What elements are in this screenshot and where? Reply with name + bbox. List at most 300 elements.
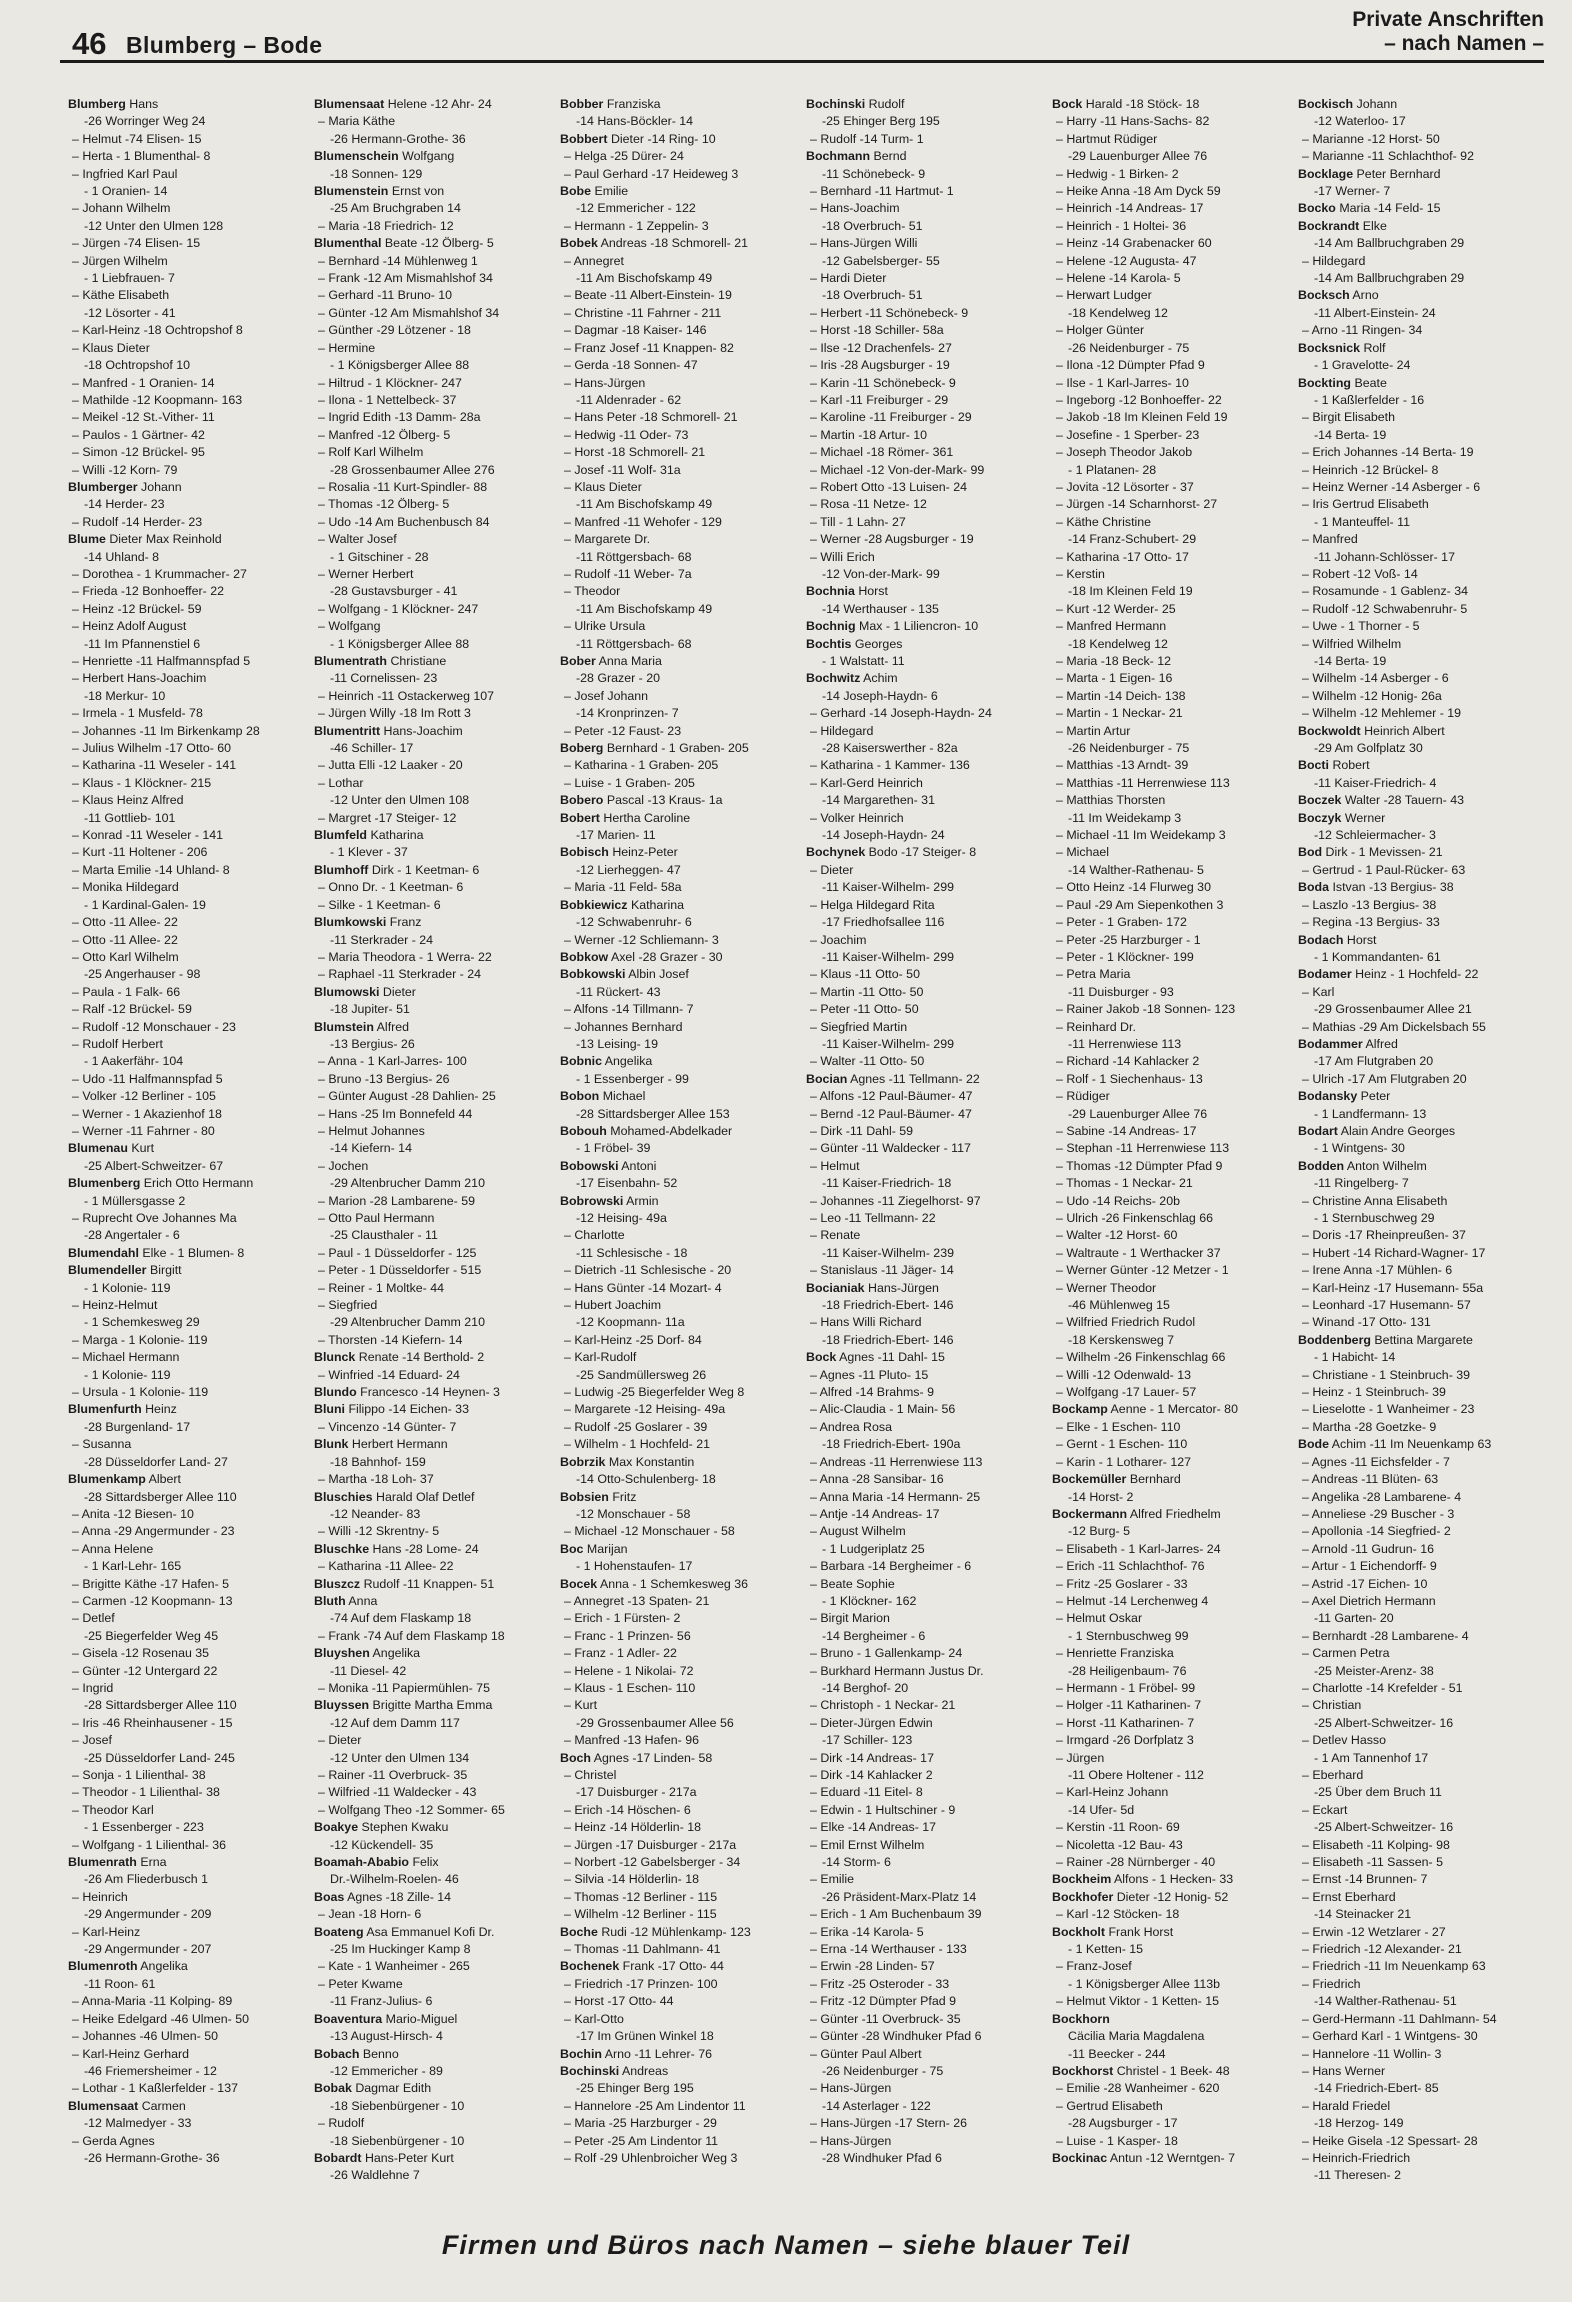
entry-line: – Elisabeth - 1 Karl-Jarres- 24 <box>1056 1541 1221 1556</box>
entry-line: – Laszlo -13 Bergius- 38 <box>1302 897 1437 912</box>
entry-line: -25 Sandmüllersweg 26 <box>576 1367 707 1382</box>
entry-line: – Johannes -46 Ulmen- 50 <box>72 2029 219 2044</box>
entry-line: – Herta - 1 Blumenthal- 8 <box>72 149 211 164</box>
entry-line: – Wilhelm -26 Finkenschlag 66 <box>1056 1350 1226 1365</box>
entry-line: – Helmut Johannes <box>318 1123 425 1138</box>
entry-line: – Heinz -12 Brückel- 59 <box>72 601 202 616</box>
entry-line: – Josefine - 1 Sperber- 23 <box>1056 427 1200 442</box>
entry-line: – Peter - 1 Graben- 172 <box>1056 915 1187 930</box>
entry-detail: Angelika <box>372 1646 421 1661</box>
entry-line: -14 Berta- 19 <box>1314 427 1387 442</box>
entry-line: – Ilona - 1 Nettelbeck- 37 <box>318 392 457 407</box>
entry-detail: Brigitte Martha Emma <box>372 1698 493 1713</box>
entry-line: – Wolfgang <box>318 619 381 634</box>
entry-line: – Dieter <box>318 1733 362 1748</box>
entry-line <box>560 235 800 252</box>
surname: Bock <box>1052 97 1083 111</box>
entry-line: – Karl-Heinz -18 Ochtropshof 8 <box>72 323 243 338</box>
entry-line: - 1 Klever - 37 <box>330 845 408 860</box>
surname: Boddenberg <box>1298 1332 1371 1347</box>
entry-line: – Günther -29 Lötzener - 18 <box>318 323 471 338</box>
entry-line: -14 Herder- 23 <box>84 497 165 512</box>
entry-line: – Dietrich -11 Schlesische - 20 <box>564 1263 732 1278</box>
entry-line: -13 Leising- 19 <box>576 1036 658 1051</box>
surname: Bluschies <box>314 1489 373 1504</box>
entry-line: – Heike Anna -18 Am Dyck 59 <box>1056 184 1221 199</box>
entry-line: – Petra Maria <box>1056 967 1131 982</box>
entry-line <box>314 1889 554 1906</box>
entry-line: – Rainer -28 Nürnberger - 40 <box>1056 1855 1216 1870</box>
entry-detail: Angelika <box>604 1054 653 1069</box>
entry-line <box>1298 879 1538 896</box>
entry-line: – Anna -29 Angermunder - 23 <box>72 1524 235 1539</box>
entry-line: – Henriette Franziska <box>1056 1646 1174 1661</box>
entry-line: – Monika -11 Papiermühlen- 75 <box>318 1680 490 1695</box>
entry-line: – Rainer Jakob -18 Sonnen- 123 <box>1056 1002 1236 1017</box>
entry-line: - 1 Kommandanten- 61 <box>1314 949 1441 964</box>
entry-line: – Erich -11 Schlachthof- 76 <box>1056 1559 1205 1574</box>
entry-line: – Kerstin -11 Roon- 69 <box>1056 1820 1180 1835</box>
entry-line: -12 Burg- 5 <box>1068 1524 1130 1539</box>
entry-line: – Alfons -14 Tillmann- 7 <box>564 1002 694 1017</box>
entry-line: – Agnes -11 Eichsfelder - 7 <box>1302 1454 1450 1469</box>
entry-line: – Sonja - 1 Lilienthal- 38 <box>72 1768 206 1782</box>
entry-line: – Ruprecht Ove Johannes Ma <box>72 1211 237 1225</box>
entry-line: - 1 Kolonie- 119 <box>84 1280 171 1295</box>
entry-line: – Winand -17 Otto- 131 <box>1302 1315 1431 1330</box>
entry-line: -11 Duisburger - 93 <box>1068 984 1174 999</box>
entry-line: - 1 Kaßlerfelder - 16 <box>1314 392 1425 407</box>
surname: Blumensaat <box>314 97 385 111</box>
entry-line: -17 Am Flutgraben 20 <box>1314 1054 1434 1069</box>
entry-line: – Michael -12 Monschauer - 58 <box>564 1524 735 1539</box>
surname: Bochnig <box>806 619 856 634</box>
entry-line: – Maria -18 Beck- 12 <box>1056 654 1172 668</box>
entry-line: -14 Friedrich-Ebert- 85 <box>1314 2081 1439 2096</box>
entry-line: - 1 Gitschiner - 28 <box>330 549 429 564</box>
entry-detail: Albin Josef <box>628 967 689 982</box>
entry-line: – Helene -12 Augusta- 47 <box>1056 253 1197 268</box>
entry-line: -26 Hermann-Grothe- 36 <box>330 131 466 146</box>
entry-line: -46 Schiller- 17 <box>330 741 414 756</box>
entry-line: – Erich - 1 Fürsten- 2 <box>564 1611 681 1626</box>
entry-line: – Manfred <box>1302 532 1358 547</box>
entry-line: – Martha -28 Goetzke- 9 <box>1302 1419 1437 1434</box>
surname: Bochnia <box>806 584 855 599</box>
entry-line: – Marta - 1 Eigen- 16 <box>1056 671 1173 686</box>
entry-line <box>314 1384 554 1401</box>
entry-line <box>560 1576 800 1593</box>
entry-line: – Richard -14 Kahlacker 2 <box>1056 1054 1200 1069</box>
entry-detail: Arno -11 Lehrer- 76 <box>604 2046 712 2061</box>
entry-line: -12 Emmericher - 89 <box>330 2063 443 2078</box>
entry-line: – Eduard -11 Eitel- 8 <box>810 1785 923 1800</box>
entry-line: – Franz Josef -11 Knappen- 82 <box>564 340 734 355</box>
entry-line: – Karl-Heinz -17 Husemann- 55a <box>1302 1280 1484 1295</box>
entry-line: – Helga Hildegard Rita <box>810 897 935 912</box>
entry-line: – Bernhard -11 Hartmut- 1 <box>810 184 954 199</box>
entry-line: – Ingeborg -12 Bonhoeffer- 22 <box>1056 392 1222 407</box>
page-header <box>60 6 1544 61</box>
entry-line <box>560 949 800 966</box>
surname: Bocek <box>560 1576 598 1591</box>
entry-line: – Hans-Jürgen <box>564 375 646 390</box>
surname: Bobardt <box>314 2150 362 2165</box>
entry-line <box>560 1750 800 1767</box>
entry-line <box>1298 96 1538 113</box>
entry-line: -14 Berghof- 20 <box>822 1680 909 1695</box>
entry-line: -14 Storm- 6 <box>822 1855 891 1870</box>
entry-line: – Emilie <box>810 1872 855 1887</box>
entry-line <box>560 1454 800 1471</box>
entry-line: – Brigitte Käthe -17 Hafen- 5 <box>72 1576 230 1591</box>
entry-line: -14 Joseph-Haydn- 6 <box>822 688 938 703</box>
entry-line: – Karl-Heinz Johann <box>1056 1785 1169 1800</box>
entry-line: - 1 Hohenstaufen- 17 <box>576 1559 693 1574</box>
entry-detail: Herbert Hermann <box>351 1437 448 1452</box>
entry-line: – Wolfgang - 1 Lilienthal- 36 <box>72 1837 227 1852</box>
entry-line: – Marta Emilie -14 Uhland- 8 <box>72 862 230 877</box>
entry-line: -28 Grossenbaumer Allee 276 <box>330 462 495 477</box>
surname: Bodach <box>1298 932 1344 947</box>
entry-line: – Karl-Heinz Gerhard <box>72 2046 190 2061</box>
entry-line: – Anna - 1 Karl-Jarres- 100 <box>318 1054 467 1069</box>
entry-line: – Winfried -14 Eduard- 24 <box>318 1367 460 1382</box>
entry-line: – Rolf Karl Wilhelm <box>318 445 424 460</box>
entry-line: -11 Gottlieb- 101 <box>84 810 176 825</box>
entry-line: – Artur - 1 Eichendorff- 9 <box>1302 1559 1437 1574</box>
entry-line: – Karl-Heinz <box>72 1924 141 1939</box>
entry-line: – Johann Wilhelm <box>72 201 171 216</box>
entry-line: -14 Bergheimer - 6 <box>822 1628 926 1643</box>
entry-line: – Michael -18 Römer- 361 <box>810 445 954 460</box>
entry-detail: Max - 1 Liliencron- 10 <box>859 619 979 634</box>
entry-detail: Hertha Caroline <box>603 810 691 825</box>
entry-line: – Holger Günter <box>1056 323 1145 338</box>
entry-line <box>806 636 1046 653</box>
entry-line: – Bernhardt -28 Lambarene- 4 <box>1302 1628 1469 1643</box>
entry-line: -18 Sonnen- 129 <box>330 166 423 181</box>
surname: Bluschke <box>314 1541 370 1556</box>
entry-detail: Frank -17 Otto- 44 <box>622 1959 724 1974</box>
entry-line: -11 Ringelberg- 7 <box>1314 1176 1409 1191</box>
entry-line: – Detlef <box>72 1611 115 1626</box>
entry-line: – Wolfgang - 1 Klöckner- 247 <box>318 601 479 616</box>
entry-line: - 1 Königsberger Allee 88 <box>330 358 470 373</box>
entry-line <box>314 984 554 1001</box>
entry-line: – Rolf - 1 Siechenhaus- 13 <box>1056 1071 1203 1086</box>
entry-detail: Dirk - 1 Keetman- 6 <box>371 862 480 877</box>
surname: Bod <box>1298 845 1323 860</box>
surname: Bodamer <box>1298 967 1352 982</box>
entry-line <box>1298 166 1538 183</box>
entry-line <box>1052 1924 1292 1941</box>
entry-line <box>560 1924 800 1941</box>
entry-line: -18 Friedrich-Ebert- 146 <box>822 1298 954 1313</box>
entry-line: – Helga -25 Dürer- 24 <box>564 149 684 164</box>
entry-line: – Dirk -14 Andreas- 17 <box>810 1750 934 1765</box>
entry-detail: Antun -12 Werntgen- 7 <box>1109 2150 1235 2165</box>
entry-line <box>314 1576 554 1593</box>
entry-line: – Kerstin <box>1056 566 1105 581</box>
entry-line <box>314 1436 554 1453</box>
entry-line: – Peter -11 Otto- 50 <box>810 1002 919 1017</box>
entry-detail: Armin <box>626 1193 659 1208</box>
surname: Bobowski <box>560 1158 619 1173</box>
entry-line: -29 Altenbrucher Damm 210 <box>330 1176 485 1191</box>
entry-line: - 1 Essenberger - 223 <box>84 1820 204 1835</box>
entry-line <box>1298 1088 1538 1105</box>
entry-line: – Maria -25 Harzburger - 29 <box>564 2116 717 2131</box>
entry-line: – Wolfgang Theo -12 Sommer- 65 <box>318 1802 505 1817</box>
entry-line <box>560 1088 800 1105</box>
entry-line: -12 Waterloo- 17 <box>1314 114 1406 129</box>
entry-line: -25 Albert-Schweitzer- 16 <box>1314 1715 1454 1730</box>
entry-line: – Heinz -14 Grabenacker 60 <box>1056 236 1212 251</box>
entry-line: – Arnold -11 Gudrun- 16 <box>1302 1541 1435 1556</box>
surname: Bobnic <box>560 1054 602 1069</box>
entry-line <box>560 653 800 670</box>
entry-line: -28 Sittardsberger Allee 153 <box>576 1106 730 1121</box>
surname: Bochtis <box>806 636 852 651</box>
entry-detail: Maria -14 Feld- 15 <box>1339 201 1441 216</box>
entry-line: – Otto -11 Allee- 22 <box>72 915 178 930</box>
entry-line: – Robert -12 Voß- 14 <box>1302 566 1418 581</box>
entry-detail: Alfred <box>1365 1036 1398 1051</box>
entry-line: - 1 Ludgeriplatz 25 <box>822 1541 925 1556</box>
entry-line: -26 Neidenburger - 75 <box>1068 340 1190 355</box>
entry-line <box>560 183 800 200</box>
surname: Bobkowski <box>560 967 626 982</box>
entry-detail: Agnes -11 Tellmann- 22 <box>850 1071 980 1086</box>
surname: Boc <box>560 1541 584 1556</box>
entry-detail: Alfred Friedhelm <box>1129 1506 1221 1521</box>
entry-line: -11 Am Bischofskamp 49 <box>576 271 713 286</box>
directory-columns <box>68 96 1544 2206</box>
entry-line: – Mathias -29 Am Dickelsbach 55 <box>1302 1019 1486 1034</box>
entry-line: – Johannes Bernhard <box>564 1019 683 1034</box>
entry-line: – Matthias Thorsten <box>1056 793 1166 808</box>
surname: Bocian <box>806 1071 848 1086</box>
entry-detail: Horst <box>858 584 888 599</box>
surname: Boczek <box>1298 793 1342 808</box>
entry-line: -18 Herzog- 149 <box>1314 2116 1404 2131</box>
entry-line: -12 Schleiermacher- 3 <box>1314 828 1436 843</box>
surname: Blumenroth <box>68 1959 138 1974</box>
surname: Bobsien <box>560 1489 609 1504</box>
surname: Bobkiewicz <box>560 897 628 912</box>
entry-line: – Helmut -14 Lerchenweg 4 <box>1056 1593 1209 1608</box>
entry-line: – Josef -11 Wolf- 31a <box>564 462 681 477</box>
entry-line: – Friedrich -11 Im Neuenkamp 63 <box>1302 1959 1486 1974</box>
surname: Blumenrath <box>68 1855 137 1870</box>
entry-line: -12 Malmedyer - 33 <box>84 2116 192 2131</box>
entry-line: -18 Bahnhof- 159 <box>330 1454 426 1469</box>
surname: Bobak <box>314 2081 352 2096</box>
entry-line: – Silvia -14 Hölderlin- 18 <box>564 1872 699 1887</box>
entry-line <box>560 1158 800 1175</box>
entry-line: -14 Horst- 2 <box>1068 1489 1134 1504</box>
entry-line <box>560 966 800 983</box>
entry-line: – Irmgard -26 Dorfplatz 3 <box>1056 1733 1194 1748</box>
entry-line <box>1052 2063 1292 2080</box>
entry-line: – Gisela -12 Rosenau 35 <box>72 1646 210 1661</box>
entry-detail: Achim -11 Im Neuenkamp 63 <box>1331 1437 1492 1452</box>
entry-line: - 1 Karl-Lehr- 165 <box>84 1559 182 1574</box>
entry-line: – Fritz -25 Osteroder - 33 <box>810 1976 950 1991</box>
entry-line: – Detlev Hasso <box>1302 1733 1387 1748</box>
surname: Bocksnick <box>1298 340 1360 355</box>
column-6 <box>1298 96 1538 2206</box>
entry-line: – Simon -12 Brückel- 95 <box>72 445 205 460</box>
entry-line <box>314 653 554 670</box>
entry-line <box>1298 375 1538 392</box>
entry-line: – Werner -28 Augsburger - 19 <box>810 532 974 547</box>
entry-line: – Elke - 1 Eschen- 110 <box>1056 1419 1181 1434</box>
entry-line: -26 Worringer Weg 24 <box>84 114 206 129</box>
entry-line: – Hans Günter -14 Mozart- 4 <box>564 1280 722 1295</box>
entry-line <box>314 862 554 879</box>
entry-line: -29 Lauenburger Allee 76 <box>1068 149 1208 164</box>
entry-line: – Renate <box>810 1228 861 1243</box>
entry-line: – Hans-Jürgen <box>810 2133 892 2148</box>
entry-line <box>1298 1158 1538 1175</box>
entry-line: – Lothar - 1 Kaßlerfelder - 137 <box>72 2081 238 2096</box>
entry-line: – Karl-Otto <box>564 2011 624 2026</box>
entry-line: – Hans Werner <box>1302 2063 1386 2078</box>
entry-line: – Manfred -12 Ölberg- 5 <box>318 427 451 442</box>
entry-line <box>1052 1506 1292 1523</box>
surname: Bochmann <box>806 149 871 164</box>
entry-line: -11 Franz-Julius- 6 <box>330 1994 433 2009</box>
entry-detail: Andreas <box>621 2063 669 2078</box>
entry-line: – Iris -28 Augsburger - 19 <box>810 358 950 373</box>
entry-detail: Erna <box>140 1855 167 1870</box>
entry-line: – Luise - 1 Graben- 205 <box>564 775 695 790</box>
entry-line: - 1 Schemkesweg 29 <box>84 1315 200 1330</box>
entry-line: – Onno Dr. - 1 Keetman- 6 <box>318 880 464 895</box>
entry-line: – Ulrike Ursula <box>564 619 646 634</box>
entry-line: - 1 Aakerfähr- 104 <box>84 1054 184 1069</box>
entry-line: – Till - 1 Lahn- 27 <box>810 514 906 529</box>
entry-line <box>560 810 800 827</box>
entry-line: – Holger -11 Katharinen- 7 <box>1056 1698 1202 1713</box>
entry-line <box>314 1593 554 1610</box>
entry-line: -14 Am Ballbruchgraben 29 <box>1314 271 1465 286</box>
entry-line: – Thomas -11 Dahlmann- 41 <box>564 1942 721 1957</box>
entry-line: – Rainer -11 Overbruck- 35 <box>318 1768 468 1782</box>
entry-line: -12 Unter den Ulmen 128 <box>84 218 224 233</box>
entry-line: – Horst -17 Otto- 44 <box>564 1994 674 2009</box>
entry-line: – Günter -28 Windhuker Pfad 6 <box>810 2029 982 2044</box>
entry-line <box>1298 757 1538 774</box>
entry-line: – Rudolf -14 Turm- 1 <box>810 131 924 146</box>
surname: Bobert <box>560 810 600 825</box>
entry-line: – Wilhelm -14 Asberger - 6 <box>1302 671 1449 686</box>
entry-detail: Agnes -18 Zille- 14 <box>347 1889 452 1904</box>
entry-line: – Gerd-Hermann -11 Dahlmann- 54 <box>1302 2011 1497 2026</box>
entry-line: – Martin Artur <box>1056 723 1131 738</box>
entry-line: – Ulrich -17 Am Flutgraben 20 <box>1302 1071 1467 1086</box>
entry-line: – Dieter <box>810 862 854 877</box>
entry-line: – Martin -11 Otto- 50 <box>810 984 924 999</box>
entry-line: – Margret -17 Steiger- 12 <box>318 810 457 825</box>
entry-line: -11 Rückert- 43 <box>576 984 661 999</box>
entry-line: – Peter Kwame <box>318 1976 403 1991</box>
surname: Bodansky <box>1298 1089 1358 1104</box>
entry-line <box>560 2046 800 2063</box>
entry-line: – Herbert -11 Schönebeck- 9 <box>810 305 969 320</box>
entry-line: – Erwin -28 Linden- 57 <box>810 1959 935 1974</box>
entry-line: – Walter -11 Otto- 50 <box>810 1054 925 1069</box>
entry-line: -11 Obere Holtener - 112 <box>1068 1768 1204 1782</box>
column-5 <box>1052 96 1292 2206</box>
entry-line: – Heike Gisela -12 Spessart- 28 <box>1302 2133 1478 2148</box>
entry-line: – Udo -11 Halfmannspfad 5 <box>72 1071 223 1086</box>
entry-line: – Beate -11 Albert-Einstein- 19 <box>564 288 732 303</box>
surname: Bockrandt <box>1298 218 1360 233</box>
entry-line: -17 Im Grünen Winkel 18 <box>576 2029 714 2044</box>
entry-line: – Mathilde -12 Koopmann- 163 <box>72 392 243 407</box>
surname: Bockemüller <box>1052 1472 1127 1487</box>
entry-line: – Leo -11 Tellmann- 22 <box>810 1211 936 1225</box>
entry-line: – Friedrich -17 Prinzen- 100 <box>564 1976 718 1991</box>
entry-line: -29 Am Golfplatz 30 <box>1314 741 1423 756</box>
entry-line <box>68 1401 308 1418</box>
entry-line: – Bruno - 1 Gallenkamp- 24 <box>810 1646 963 1661</box>
entry-line: – Nicoletta -12 Bau- 43 <box>1056 1837 1183 1852</box>
entry-line: – Reiner - 1 Moltke- 44 <box>318 1280 445 1295</box>
entry-line: -12 Lösorter - 41 <box>84 305 176 320</box>
surname: Bodden <box>1298 1158 1345 1173</box>
entry-line: -17 Eisenbahn- 52 <box>576 1176 678 1191</box>
entry-line: – Christoph - 1 Neckar- 21 <box>810 1698 956 1713</box>
entry-line: -11 Theresen- 2 <box>1314 2168 1402 2183</box>
entry-line: – Udo -14 Am Buchenbusch 84 <box>318 514 490 529</box>
entry-line: -12 Emmericher - 122 <box>576 201 696 216</box>
surname: Bodammer <box>1298 1036 1363 1051</box>
entry-line: -26 Hermann-Grothe- 36 <box>84 2150 220 2165</box>
entry-line: – Christine Anna Elisabeth <box>1302 1193 1448 1208</box>
entry-line: – Horst -18 Schmorell- 21 <box>564 445 706 460</box>
entry-line: – Gerda -18 Sonnen- 47 <box>564 358 698 373</box>
surname: Blumowski <box>314 984 380 999</box>
entry-line: – Wilhelm -12 Berliner - 115 <box>564 1907 717 1922</box>
entry-line <box>68 96 308 113</box>
entry-line <box>314 1645 554 1662</box>
entry-line: – Peter -25 Am Lindentor 11 <box>564 2133 719 2148</box>
entry-line: – Hans-Joachim <box>810 201 900 216</box>
surname: Bobrzik <box>560 1454 606 1469</box>
entry-line: – Julius Wilhelm -17 Otto- 60 <box>72 741 232 756</box>
entry-line: – Hans-Jürgen Willi <box>810 236 918 251</box>
entry-line: – Hedwig -11 Oder- 73 <box>564 427 689 442</box>
entry-line: – Raphael -11 Sterkrader - 24 <box>318 967 482 982</box>
entry-line: -14 Margarethen- 31 <box>822 793 935 808</box>
entry-line: – Herwart Ludger <box>1056 288 1152 303</box>
entry-line <box>314 1401 554 1418</box>
entry-line <box>560 1053 800 1070</box>
entry-detail: Mario-Miguel <box>385 2011 458 2026</box>
entry-line: -28 Sittardsberger Allee 110 <box>84 1698 237 1713</box>
entry-line: – Wilhelm - 1 Hochfeld- 21 <box>564 1437 710 1452</box>
entry-detail: Rudi -12 Mühlenkamp- 123 <box>601 1924 751 1939</box>
entry-line: -12 Neander- 83 <box>330 1506 421 1521</box>
entry-detail: Max Konstantin <box>608 1454 695 1469</box>
entry-line <box>1298 792 1538 809</box>
entry-line: – Martin -18 Artur- 10 <box>810 427 928 442</box>
surname: Bockwoldt <box>1298 723 1361 738</box>
